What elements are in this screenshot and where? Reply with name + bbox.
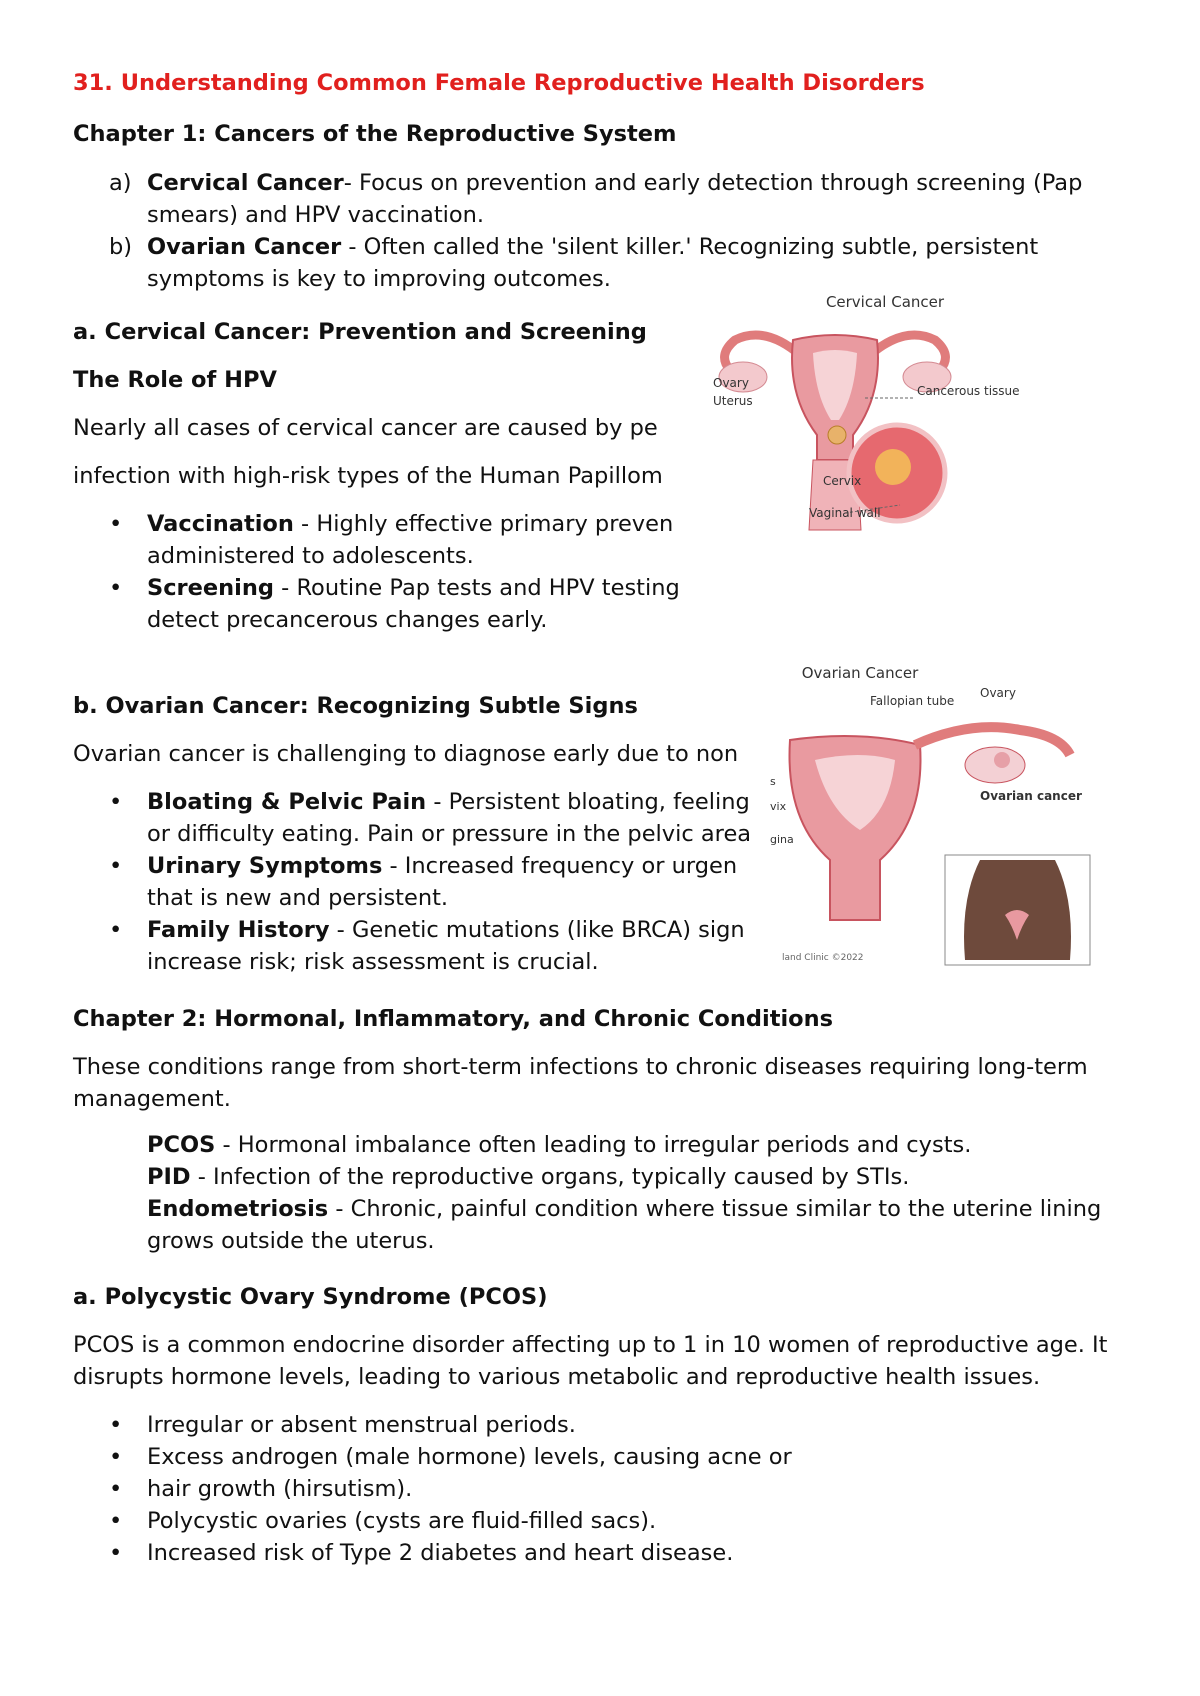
ovarian-section bbox=[73, 690, 793, 990]
item-text: that is new and persistent. bbox=[147, 885, 449, 911]
ovarian-cancer-diagram bbox=[770, 660, 1095, 970]
ovarian-bullets bbox=[73, 786, 793, 978]
item-label: Cervical Cancer bbox=[147, 170, 344, 196]
chapter-1-heading: Chapter 1: Cancers of the Reproductive System bbox=[73, 121, 677, 147]
list-item bbox=[73, 1537, 1128, 1569]
label-fallopian-tube: Fallopian tube bbox=[870, 694, 955, 708]
item-text: - Often called the 'silent killer.' Recognizing subtle, persistent symptoms is key to improving outcomes. bbox=[147, 234, 1039, 292]
figure-title: Ovarian Cancer bbox=[801, 664, 919, 682]
label-ovarian-cancer: Ovarian cancer bbox=[980, 789, 1082, 803]
term-text: - Hormonal imbalance often leading to irregular periods and cysts. bbox=[215, 1132, 972, 1158]
item-text: - Genetic mutations (like BRCA) sign bbox=[329, 917, 745, 943]
bullet: • bbox=[109, 1508, 123, 1534]
list-item bbox=[73, 914, 793, 946]
definition-item bbox=[147, 1193, 1128, 1257]
item-label: Family History bbox=[147, 917, 330, 943]
list-item-cont bbox=[73, 540, 713, 572]
cervical-bullets bbox=[73, 508, 713, 636]
section-heading: a. Polycystic Ovary Syndrome (PCOS) bbox=[73, 1284, 548, 1310]
chapter-1-list bbox=[73, 167, 1123, 295]
bullet: • bbox=[109, 575, 123, 601]
paragraph-line: infection with high-risk types of the Human Papillom bbox=[73, 463, 663, 489]
chapter-2-section bbox=[73, 1003, 1128, 1257]
pcos-bullets bbox=[73, 1409, 1128, 1569]
term-label: PID bbox=[147, 1164, 191, 1190]
list-item bbox=[73, 508, 713, 540]
list-marker: b) bbox=[109, 234, 133, 260]
label-cut: vix bbox=[770, 800, 787, 813]
torso-illustration bbox=[964, 860, 1071, 960]
item-text: Polycystic ovaries (cysts are fluid-filled sacs). bbox=[147, 1508, 657, 1534]
item-text: Increased risk of Type 2 diabetes and heart disease. bbox=[147, 1540, 734, 1566]
pcos-paragraph: PCOS is a common endocrine disorder affecting up to 1 in 10 women of reproductive age. It disrupts hormone levels, leading to various metabolic and reproductive health issues. bbox=[73, 1332, 1108, 1390]
list-item bbox=[73, 786, 793, 818]
item-label: Screening bbox=[147, 575, 275, 601]
bullet: • bbox=[109, 511, 123, 537]
list-item bbox=[73, 1473, 1128, 1505]
label-uterus: Uterus bbox=[713, 394, 753, 408]
list-item bbox=[73, 850, 793, 882]
list-item-cont bbox=[73, 882, 793, 914]
ovary bbox=[965, 747, 1025, 783]
item-text: or difficulty eating. Pain or pressure in the pelvic area bbox=[147, 821, 752, 847]
cervical-section bbox=[73, 316, 713, 646]
image-credit: land Clinic ©2022 bbox=[782, 953, 864, 963]
term-text: - Chronic, painful condition where tissue similar to the uterine lining grows outside the uterus. bbox=[147, 1196, 1102, 1254]
list-item bbox=[73, 1409, 1128, 1441]
item-text: - Persistent bloating, feeling bbox=[426, 789, 750, 815]
item-text: Excess androgen (male hormone) levels, causing acne or bbox=[147, 1444, 792, 1470]
item-label: Vaccination bbox=[147, 511, 294, 537]
list-item bbox=[73, 167, 1123, 231]
item-label: Urinary Symptoms bbox=[147, 853, 383, 879]
item-text: administered to adolescents. bbox=[147, 543, 474, 569]
bullet: • bbox=[109, 1476, 123, 1502]
figure-title: Cervical Cancer bbox=[825, 293, 945, 311]
item-label: Bloating & Pelvic Pain bbox=[147, 789, 427, 815]
bullet: • bbox=[109, 1412, 123, 1438]
chapter-1-section bbox=[73, 118, 1123, 295]
paragraph-line: Ovarian cancer is challenging to diagnose early due to non bbox=[73, 741, 739, 767]
term-label: PCOS bbox=[147, 1132, 216, 1158]
list-item-cont bbox=[73, 818, 793, 850]
item-text: - Routine Pap tests and HPV testing bbox=[274, 575, 680, 601]
definition-item bbox=[147, 1129, 1128, 1161]
label-cervix: Cervix bbox=[823, 474, 862, 488]
cancer-spot bbox=[828, 426, 846, 444]
list-item bbox=[73, 1441, 1128, 1473]
item-label: Ovarian Cancer bbox=[147, 234, 342, 260]
cancerous-tissue-detail bbox=[875, 449, 911, 485]
chapter-2-intro: These conditions range from short-term infections to chronic diseases requiring long-term management. bbox=[73, 1054, 1088, 1112]
bullet: • bbox=[109, 853, 123, 879]
label-ovary: Ovary bbox=[980, 686, 1016, 700]
bullet: • bbox=[109, 789, 123, 815]
item-text: - Increased frequency or urgen bbox=[382, 853, 738, 879]
term-text: - Infection of the reproductive organs, typically caused by STIs. bbox=[190, 1164, 910, 1190]
paragraph-line: Nearly all cases of cervical cancer are caused by pe bbox=[73, 415, 658, 441]
definition-item bbox=[147, 1161, 1128, 1193]
list-item bbox=[73, 1505, 1128, 1537]
list-item-cont bbox=[73, 604, 713, 636]
subsection-heading: The Role of HPV bbox=[73, 367, 277, 393]
list-marker: a) bbox=[109, 170, 132, 196]
pcos-section bbox=[73, 1281, 1128, 1569]
label-cut: s bbox=[770, 775, 776, 788]
label-cut: gina bbox=[770, 833, 794, 846]
term-label: Endometriosis bbox=[147, 1196, 329, 1222]
section-heading: b. Ovarian Cancer: Recognizing Subtle Signs bbox=[73, 693, 638, 719]
item-text: hair growth (hirsutism). bbox=[147, 1476, 413, 1502]
list-item-cont bbox=[73, 946, 793, 978]
section-heading: a. Cervical Cancer: Prevention and Screening bbox=[73, 319, 647, 345]
list-item bbox=[73, 572, 713, 604]
cervical-cancer-diagram bbox=[705, 285, 1045, 585]
tumor-spot bbox=[994, 752, 1010, 768]
item-text: Irregular or absent menstrual periods. bbox=[147, 1412, 576, 1438]
definition-list bbox=[73, 1129, 1128, 1257]
bullet: • bbox=[109, 1444, 123, 1470]
item-text: - Highly effective primary preven bbox=[293, 511, 674, 537]
chapter-2-heading: Chapter 2: Hormonal, Inflammatory, and Chronic Conditions bbox=[73, 1006, 834, 1032]
label-cancerous-tissue: Cancerous tissue bbox=[917, 384, 1020, 398]
page-title: 31. Understanding Common Female Reproductive Health Disorders bbox=[73, 70, 925, 96]
label-ovary: Ovary bbox=[713, 376, 749, 390]
item-text: increase risk; risk assessment is crucial. bbox=[147, 949, 599, 975]
bullet: • bbox=[109, 1540, 123, 1566]
item-text: - Focus on prevention and early detection through screening (Pap smears) and HPV vaccination. bbox=[147, 170, 1083, 228]
bullet: • bbox=[109, 917, 123, 943]
item-text: detect precancerous changes early. bbox=[147, 607, 548, 633]
label-vaginal-wall: Vaginal wall bbox=[809, 506, 881, 520]
